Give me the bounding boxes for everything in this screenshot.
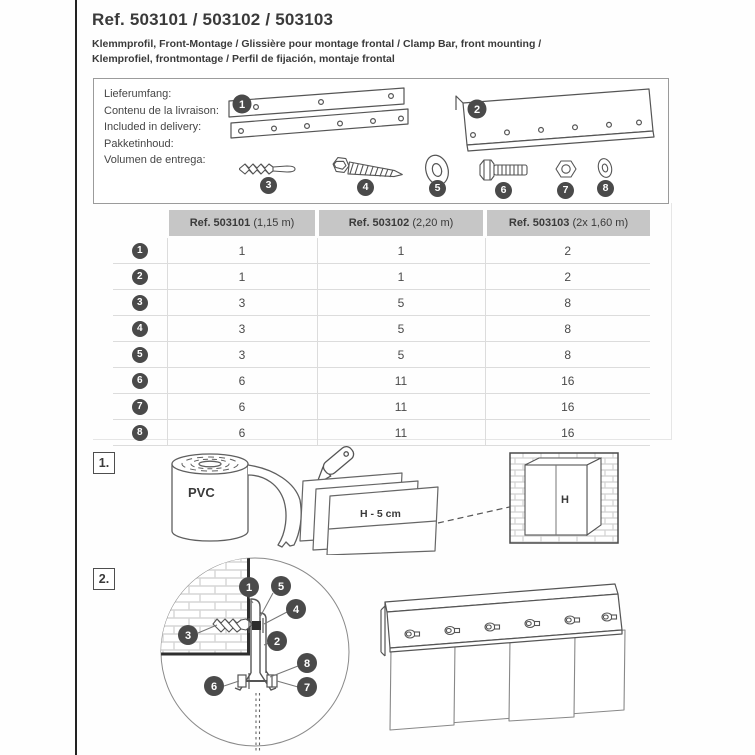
- page-title: Ref. 503101 / 503102 / 503103: [92, 10, 334, 29]
- svg-text:1: 1: [238, 99, 246, 111]
- label-es: Volumen de entrega:: [104, 154, 206, 166]
- qty-cell: 6: [167, 368, 317, 394]
- row-badge-3: 3: [132, 295, 148, 311]
- step-1-number: 1.: [93, 452, 115, 474]
- part-badge-5: 5: [429, 180, 446, 197]
- row-badge-4: 4: [132, 321, 148, 337]
- qty-cell: 1: [317, 237, 485, 264]
- row-badge-7: 7: [132, 399, 148, 415]
- qty-cell: 3: [167, 342, 317, 368]
- table-row: [113, 368, 650, 394]
- part-badge-1: [233, 95, 252, 114]
- svg-text:1: 1: [245, 582, 253, 594]
- qty-cell: 11: [317, 420, 485, 446]
- table-row: [113, 394, 650, 420]
- subtitle-line-2: Klemprofiel, frontmontage / Perfil de fijación, montaje frontal: [92, 53, 395, 66]
- table-header-503103: Ref. 503103 (2x 1,60 m): [485, 210, 650, 237]
- svg-text:2: 2: [273, 636, 281, 648]
- clamp-bar-flat-icon: [226, 85, 411, 151]
- qty-cell: 5: [317, 316, 485, 342]
- table-row: [113, 420, 650, 446]
- callout-badge-7: [297, 677, 317, 697]
- qty-cell: 11: [317, 368, 485, 394]
- wall-cross-section: [155, 553, 253, 654]
- svg-text:6: 6: [210, 681, 218, 693]
- nut-icon: [555, 159, 577, 179]
- table-row: [113, 316, 650, 342]
- qty-cell: 16: [485, 394, 650, 420]
- callout-badge-8: [297, 653, 317, 673]
- header-empty-cell: [113, 210, 167, 237]
- delivery-contents-box: [93, 78, 669, 204]
- step-2-number: 2.: [93, 568, 115, 590]
- qty-cell: 16: [485, 368, 650, 394]
- quantity-table: [113, 210, 650, 446]
- svg-text:7: 7: [303, 682, 311, 694]
- label-nl: Pakketinhoud:: [104, 137, 174, 150]
- svg-text:8: 8: [303, 658, 311, 670]
- qty-cell: 11: [317, 394, 485, 420]
- row-badge-8: 8: [132, 425, 148, 441]
- table-row: [113, 264, 650, 290]
- qty-cell: 8: [485, 290, 650, 316]
- table-header-503101: Ref. 503101 (1,15 m): [167, 210, 317, 237]
- qty-cell: 8: [485, 342, 650, 368]
- washer-small-icon: [595, 156, 615, 180]
- label-en: Included in delivery:: [104, 121, 202, 133]
- label-de: Lieferumfang:: [104, 88, 172, 100]
- bolt-icon: [479, 157, 537, 183]
- strip-height-label: H - 5 cm: [360, 508, 401, 520]
- svg-text:5: 5: [277, 581, 285, 593]
- qty-cell: 3: [167, 290, 317, 316]
- pvc-ribbon: [248, 465, 301, 547]
- pvc-label: PVC: [188, 485, 215, 500]
- qty-cell: 2: [485, 264, 650, 290]
- qty-cell: 5: [317, 342, 485, 368]
- svg-text:3: 3: [184, 630, 192, 642]
- qty-cell: 1: [167, 237, 317, 264]
- part-badge-3: 3: [260, 177, 277, 194]
- step-1-illustration: [150, 445, 640, 555]
- callout-badge-3: [178, 625, 198, 645]
- part-badge-4: 4: [357, 179, 374, 196]
- qty-cell: 8: [485, 316, 650, 342]
- qty-cell: 3: [167, 316, 317, 342]
- part-badge-6: 6: [495, 182, 512, 199]
- qty-cell: 6: [167, 394, 317, 420]
- callout-badge-6: [204, 676, 224, 696]
- qty-cell: 16: [485, 420, 650, 446]
- part-badge-8: 8: [597, 180, 614, 197]
- svg-text:2: 2: [473, 104, 481, 116]
- table-header-row: [113, 210, 650, 237]
- callout-badge-2: [267, 631, 287, 651]
- header: [92, 10, 692, 67]
- table-row: [113, 237, 650, 264]
- qty-cell: 5: [317, 290, 485, 316]
- delivery-labels: [104, 86, 219, 169]
- table-row: [113, 290, 650, 316]
- row-badge-6: 6: [132, 373, 148, 389]
- callout-badge-4: [286, 599, 306, 619]
- door-height-label: H: [561, 494, 569, 506]
- part-badge-2: [468, 100, 487, 119]
- table-row: [113, 342, 650, 368]
- clamp-bar-angle-icon: [451, 85, 663, 155]
- subtitle-line-1: Klemmprofil, Front-Montage / Glissière pour montage frontal / Clamp Bar, front mounting /: [92, 38, 542, 50]
- row-badge-1: 1: [132, 243, 148, 259]
- left-margin-rule: [75, 0, 77, 755]
- screw-icon: [329, 151, 409, 183]
- qty-cell: 1: [317, 264, 485, 290]
- svg-text:4: 4: [292, 604, 300, 616]
- table-header-503102: Ref. 503102 (2,20 m): [317, 210, 485, 237]
- doorway-illustration: [510, 453, 618, 543]
- callout-badge-1: [239, 577, 259, 597]
- qty-cell: 1: [167, 264, 317, 290]
- subtitle: [92, 37, 692, 67]
- part-badge-7: 7: [557, 182, 574, 199]
- qty-cell: 6: [167, 420, 317, 446]
- mounted-bar-illustration: [375, 570, 670, 755]
- row-badge-2: 2: [132, 269, 148, 285]
- label-fr: Contenu de la livraison:: [104, 104, 219, 117]
- callout-badge-5: [271, 576, 291, 596]
- row-badge-5: 5: [132, 347, 148, 363]
- qty-cell: 2: [485, 237, 650, 264]
- step-2-detail-circle: [155, 553, 360, 755]
